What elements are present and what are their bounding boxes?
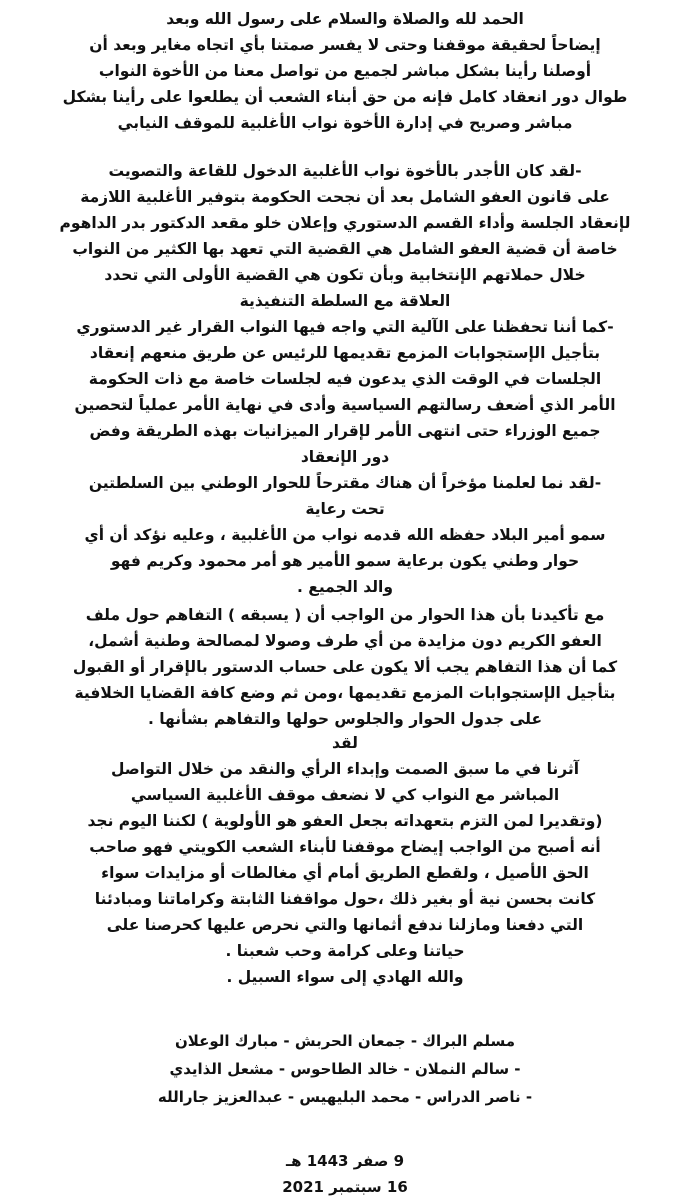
statement-line: خلال حملاتهم الإنتخابية وبأن تكون هي القضية الأولى التي تحدد [104,266,586,284]
statement-line: تحت رعاية [305,500,385,518]
statement-line: بتأجيل الإستجوابات المزمع تقديمها ،ومن ثم وضع كافة القضايا الخلافية [74,684,616,702]
statement-line: والله الهادي إلى سواء السبيل . [226,968,464,986]
statement-line: إيضاحاً لحقيقة موقفنا وحتى لا يفسر صمتنا بأي اتجاه مغاير وبعد أن [89,36,601,54]
statement-line: -لقد نما لعلمنا مؤخراً أن هناك مقترحاً للحوار الوطني بين السلطتين [88,474,602,492]
signatories-line: مسلم البراك - جمعان الحربش - مبارك الوعلان [174,1032,516,1050]
signatories-line: - سالم النملان - خالد الطاحوس - مشعل الذايدي [169,1060,521,1078]
statement-line: مباشر وصريح في إدارة الأخوة نواب الأغلبية للموقف النيابي [117,114,573,132]
statement-line: طوال دور انعقاد كامل فإنه من حق أبناء الشعب أن يطلعوا على رأينا بشكل [62,88,628,106]
statement-line: آثرنا في ما سبق الصمت وإبداء الرأي والنقد من خلال التواصل [110,760,580,778]
statement-line: كما أن هذا التفاهم يجب ألا يكون على حساب الدستور بالإقرار أو القبول [72,658,618,676]
statement-line: المباشر مع النواب كي لا نضعف موقف الأغلبية السياسي [130,786,560,804]
statement-line: الأمر الذي أضعف رسالتهم السياسية وأدى في نهاية الأمر عملياً لتحصين [74,396,616,414]
statement-line: الحمد لله والصلاة والسلام على رسول الله وبعد [166,10,524,28]
statement-line: -كما أننا تحفظنا على الآلية التي واجه فيها النواب القرار غير الدستوري [76,318,614,336]
statement-line: لقد [332,734,358,752]
statement-line: والد الجميع . [296,578,393,596]
statement-line: أنه أصبح من الواجب إيضاح موقفنا لأبناء الشعب الكويتي فهو صاحب [89,838,601,856]
statement-line: جميع الوزراء حتى انتهى الأمر لإقرار الميزانيات بهذه الطريقة وفض [89,422,601,440]
statement-line: لإنعقاد الجلسة وأداء القسم الدستوري وإعلان خلو مقعد الدكتور بدر الداهوم [59,214,631,232]
statement-line: الجلسات في الوقت الذي يدعون فيه لجلسات خاصة مع ذات الحكومة [88,370,602,388]
statement-line: -لقد كان الأجدر بالأخوة نواب الأغلبية الدخول للقاعة والتصويت [108,162,582,180]
statement-line: كانت بحسن نية أو بغير ذلك ،حول مواقفنا الثابتة وكراماتنا ومبادئنا [94,890,596,908]
hijri-date: 9 صفر 1443 هـ [285,1152,404,1170]
statement-line: خاصة أن قضية العفو الشامل هي القضية التي تعهد بها الكثير من النواب [72,240,618,258]
signatories-line: - ناصر الدراس - محمد البليهيس - عبدالعزيز جارالله [157,1088,533,1106]
statement-line: حوار وطني يكون برعاية سمو الأمير هو أمر محمود وكريم فهو [110,552,580,570]
gregorian-date: 16 سبتمبر 2021 [282,1178,408,1196]
statement-line: دور الإنعقاد [300,448,390,466]
statement-line: مع تأكيدنا بأن هذا الحوار من الواجب أن ( يسبقه ) التفاهم حول ملف [85,606,605,624]
statement-line: على قانون العفو الشامل بعد أن نجحت الحكومة بتوفير الأغلبية اللازمة [80,188,610,206]
statement-line: العفو الكريم دون مزايدة من أي طرف وصولا لمصالحة وطنية أشمل، [88,632,602,650]
statement-line: (وتقديرا لمن التزم بتعهداته بجعل العفو هو الأولوية ) لكننا اليوم نجد [87,812,603,830]
statement-line: الحق الأصيل ، ولقطع الطريق أمام أي مغالطات أو مزايدات سواء [101,864,589,882]
statement-line: سمو أمير البلاد حفظه الله قدمه نواب من الأغلبية ، وعليه نؤكد أن أي [84,526,606,544]
statement-line: بتأجيل الإستجوابات المزمع تقديمها للرئيس عن طريق منعهم إنعقاد [89,344,601,362]
statement-line: العلاقة مع السلطة التنفيذية [239,292,451,310]
statement-line: أوصلنا رأينا بشكل مباشر لجميع من تواصل معنا من الأخوة النواب [98,62,592,80]
statement-line: على جدول الحوار والجلوس حولها والتفاهم بشأنها . [147,710,543,728]
statement-line: التي دفعنا ومازلنا ندفع أثمانها والتي نحرص عليها كحرصنا على [106,916,584,934]
statement-line: حياتنا وعلى كرامة وحب شعبنا . [225,942,465,960]
